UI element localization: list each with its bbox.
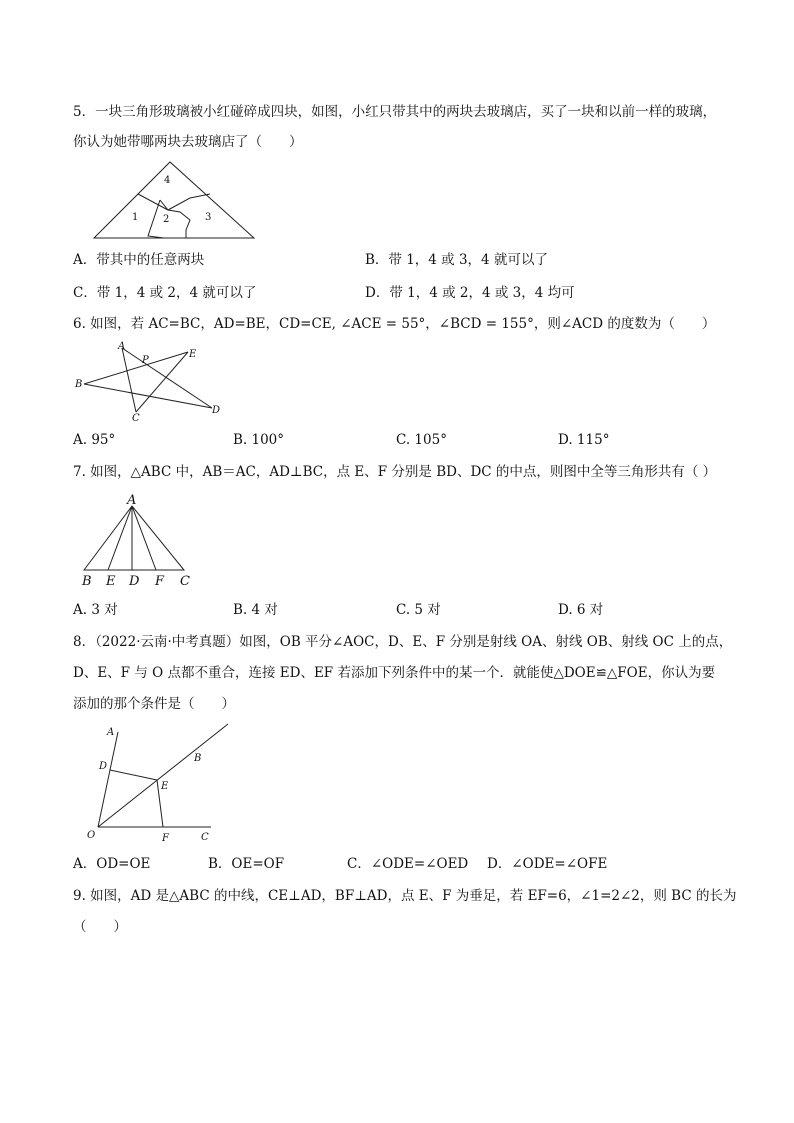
q7-option-c: C. 5 对 [396, 602, 441, 618]
q8-label-f: F [162, 833, 169, 844]
q7-label-f: F [155, 574, 165, 589]
q8-option-b: B．OE=OF [208, 856, 285, 872]
q6-label-e: E [189, 349, 197, 360]
q8-label-e: E [161, 781, 169, 792]
q8-option-c: C．∠ODE=∠OED [347, 856, 469, 872]
q7-label-b: B [82, 574, 92, 589]
q5-option-b: B．带 1，4 或 3，4 就可以了 [365, 252, 548, 268]
q9-text-line1: 9. 如图，AD 是△ABC 的中线，CE⊥AD，BF⊥AD，点 E、F 为垂足，若 EF=6，∠1=2∠2，则 BC 的长为 [73, 888, 737, 904]
q8-text-line1: 8．（2022·云南·中考真题）如图，OB 平分∠AOC，D、E、F 分别是射线 OA、射线 OB、射线 OC 上的点， [73, 634, 733, 650]
q5-option-a: A．带其中的任意两块 [73, 252, 205, 268]
q8-text-line3: 添加的那个条件是（ ） [73, 696, 235, 712]
q6-text-line1: 6. 如图，若 AC=BC，AD=BE，CD=CE, ∠ACE = 55°，∠BCD = 155°，则∠ACD 的度数为（ ） [73, 316, 716, 332]
q7-option-d: D. 6 对 [558, 602, 604, 618]
q7-label-e: E [106, 574, 116, 589]
q6-option-a: A. 95° [73, 432, 116, 448]
q5-outer-triangle [94, 162, 254, 238]
q7-option-b: B. 4 对 [233, 602, 278, 618]
q5-crack-top [138, 194, 210, 210]
q6-label-p: P [142, 355, 149, 366]
q5-label-1: 1 [132, 212, 139, 223]
q5-label-2: 2 [163, 214, 170, 225]
q8-figure [86, 722, 231, 846]
q7-figure [80, 492, 200, 590]
q5-label-4: 4 [164, 175, 171, 186]
q5-text-line2: 你认为她带哪两块去玻璃店了（ ） [73, 134, 303, 150]
q8-text-line2: D、E、F 与 O 点都不重合，连接 ED、EF 若添加下列条件中的某一个．就能使△DOE≌△FOE，你认为要 [73, 665, 716, 681]
q8-option-a: A．OD=OE [73, 856, 151, 872]
q6-label-a: A [118, 341, 126, 352]
q7-text-line1: 7. 如图，△ABC 中，AB＝AC，AD⊥BC，点 E、F 分别是 BD、DC 的中点，则图中全等三角形共有（ ） [73, 464, 717, 480]
q8-label-d: D [99, 761, 108, 772]
q5-figure [92, 160, 262, 242]
q8-label-c: C [201, 832, 209, 843]
q6-option-c: C. 105° [396, 432, 447, 448]
q6-option-d: D. 115° [558, 432, 610, 448]
q6-figure [74, 342, 224, 422]
q8-label-a: A [107, 727, 115, 738]
q8-label-o: O [87, 830, 96, 841]
q8-label-b: B [194, 753, 202, 764]
q8-option-d: D．∠ODE=∠OFE [487, 856, 608, 872]
q5-crack-left [148, 200, 164, 238]
q6-label-c: C [132, 413, 140, 424]
q7-label-a: A [127, 493, 137, 508]
q9-text-line2: （ ） [73, 919, 127, 935]
q6-label-b: B [75, 379, 83, 390]
q6-option-b: B. 100° [233, 432, 285, 448]
q5-text-line1: 5．一块三角形玻璃被小红碰碎成四块，如图，小红只带其中的两块去玻璃店，买了一块和以前一样的玻璃， [73, 104, 717, 120]
q7-label-c: C [180, 574, 190, 589]
q7-label-d: D [129, 574, 140, 589]
q6-label-d: D [212, 405, 221, 416]
q5-option-c: C．带 1，4 或 2，4 就可以了 [73, 285, 257, 301]
q5-option-d: D．带 1，4 或 2，4 或 3，4 均可 [365, 285, 575, 301]
q5-label-3: 3 [205, 212, 212, 223]
q7-option-a: A. 3 对 [73, 602, 118, 618]
